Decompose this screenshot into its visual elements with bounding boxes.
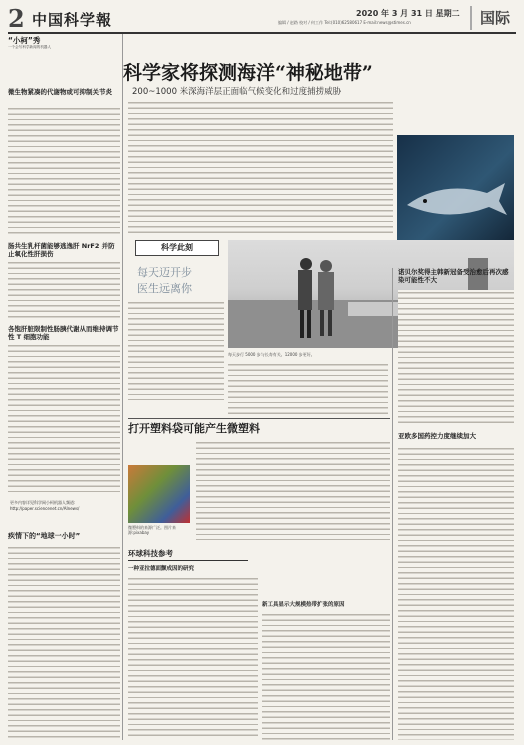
editor-info: 编辑 / 赵路 校对 / 何工作 Tel:(010)62580617 E-mail:news@stimes.cn <box>278 20 411 25</box>
article-body <box>398 290 514 425</box>
shark-icon <box>397 135 514 253</box>
main-article-body <box>128 100 393 235</box>
article-body <box>398 446 514 740</box>
column-body <box>228 362 388 414</box>
shark-photo <box>397 135 514 253</box>
article-headline: 亚欧多国药控力度继续加大 <box>398 432 476 440</box>
section-name: 国际 <box>470 6 518 30</box>
article-body <box>196 440 390 540</box>
article-headline: 打开塑料袋可能产生微塑料 <box>128 422 260 435</box>
section-band: 环球科技参考 <box>128 548 248 561</box>
newspaper-logo: 中国科学報 <box>32 11 113 29</box>
main-subheadline: 200~1000 米深海洋层正面临气候变化和过度捕捞威胁 <box>132 87 342 97</box>
column-tag: 科学此刻 <box>135 240 219 256</box>
plastic-bag-photo <box>128 465 190 523</box>
quote-line: 医生远离你 <box>137 282 192 295</box>
article-headline: 一种亚拉德面颤成因的研究 <box>128 566 195 572</box>
column-body <box>128 300 224 400</box>
pull-quote <box>137 265 222 297</box>
column-header-sub: 一个会写科学新闻的机器人 <box>8 45 52 49</box>
column-divider <box>392 268 393 740</box>
qr-url[interactable]: http://paper.sciencenet.cn/AInews/ <box>10 506 80 511</box>
article-headline: 微生物紧凑的代谢物或可抑制关节炎 <box>8 88 112 96</box>
issue-date: 2020 年 3 月 31 日 星期二 <box>356 9 460 18</box>
column-header: “小柯”秀 <box>8 36 41 45</box>
article-body <box>8 260 120 320</box>
article-headline: 诺贝尔奖得主韩新冠备受治愈后再次感染可能性不大 <box>398 268 509 285</box>
article-headline: 新工具显示大规模热带扩张的原因 <box>262 602 345 608</box>
article-headline: 肠共生乳杆菌能够逃逸肝 NrF2 并防止氧化性肝损伤 <box>8 242 115 259</box>
article-body <box>8 106 120 236</box>
qr-promo <box>10 500 118 520</box>
photo-caption: 每天步行 5000 步与长寿有关。12000 步更好。 <box>228 352 315 357</box>
quote-line: 每天迈开步 <box>137 266 192 279</box>
section-rule <box>128 418 390 419</box>
article-body <box>8 545 120 740</box>
article-headline: 各饱肝脏限制性肠胰代谢从而维持调节性 T 细胞功能 <box>8 325 119 342</box>
qr-title: 更多内容详见科学网小柯机器人频道: <box>10 500 76 505</box>
article-body <box>128 576 258 740</box>
article-body <box>8 343 120 493</box>
article-body <box>262 612 390 740</box>
photo-caption: 微塑料的来源广泛。图片来源:pixabay <box>128 525 176 535</box>
column-divider <box>122 34 123 740</box>
page-number: 2 <box>8 4 25 33</box>
masthead <box>8 6 516 34</box>
article-headline: 疾情下的“地球一小时” <box>8 532 81 540</box>
main-headline: 科学家将探测海洋“神秘地带” <box>123 62 373 84</box>
